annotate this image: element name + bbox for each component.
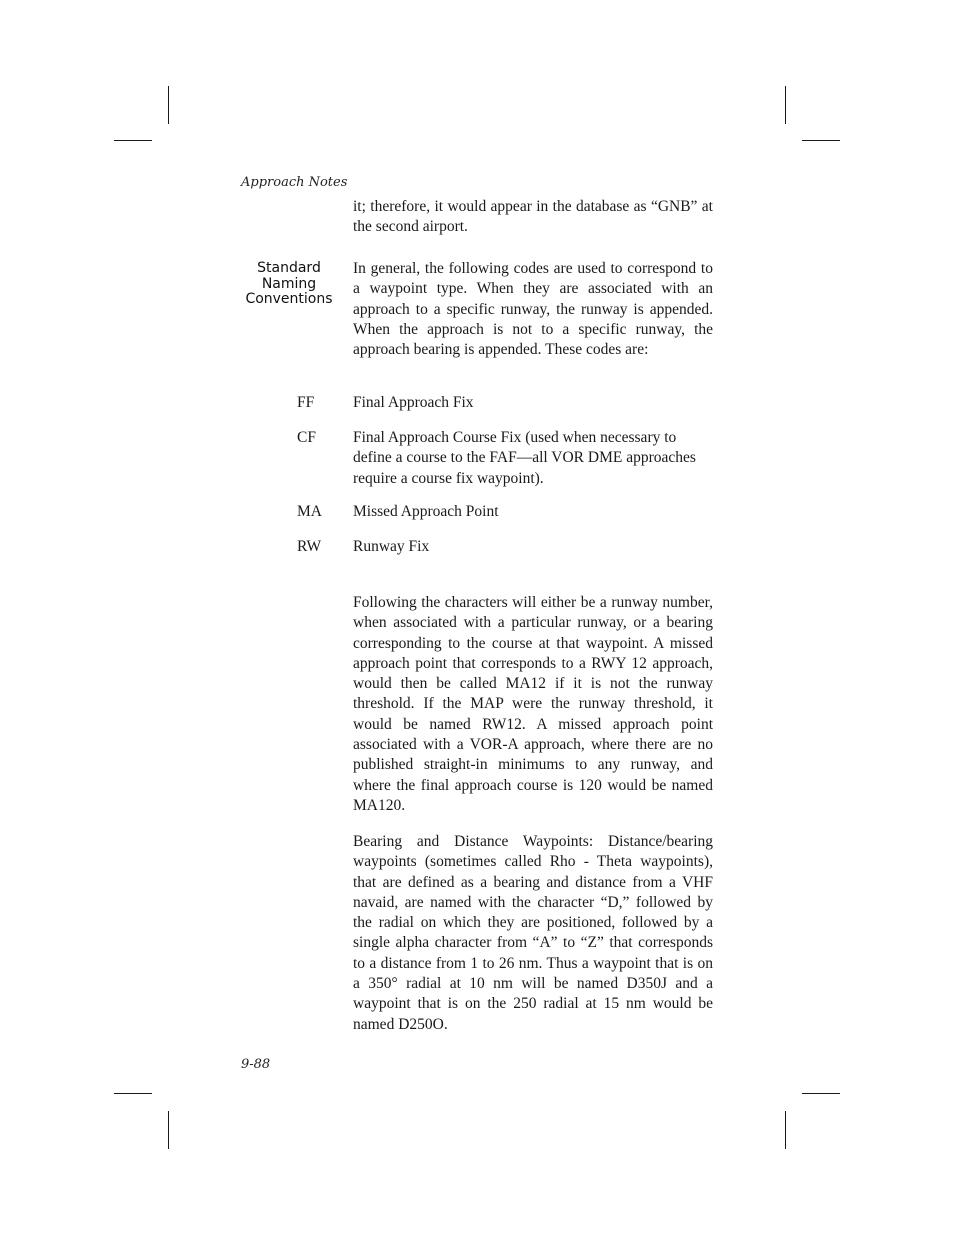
crop-mark-bottom-left-horizontal [114, 1093, 152, 1094]
code-label: MA [297, 503, 322, 520]
bearing-distance-paragraph: Bearing and Distance Waypoints: Distance/bearing waypoints (sometimes called Rho - Theta waypoints), that are defined as a bearing and distance from a VHF navaid, are named with the character “D,” followed by the radial on which they are positioned, followed by a single alpha character from “A” to “Z” that corresponds to a distance from 1 to 26 nm. Thus a waypoint that is on a 350° radial at 10 nm will be named D350J and a waypoint that is on the 250 radial at 15 nm would be named D250O. [353, 833, 713, 1033]
code-description: Missed Approach Point [353, 503, 499, 520]
running-head: Approach Notes [241, 175, 348, 190]
code-label: RW [297, 538, 322, 555]
following-characters-paragraph: Following the characters will either be a runway number, when associated with a particular runway, or a bearing corresponding to the course at that waypoint. A missed approach point that corresponds to a RWY 12 approach, would then be called MA12 if it is not the runway threshold. If the MAP were the runway threshold, it would be named RW12. A missed approach point associated with a VOR-A approach, where there are no published straight-in minimums to any runway, and where the final approach course is 120 would be named MA120. [353, 594, 713, 814]
section-paragraph: In general, the following codes are used to correspond to a waypoint type. When they are associated with an approach to a specific runway, the runway is appended. When the approach is not to a specific runway, the approach bearing is appended. These codes are: [353, 260, 713, 359]
code-description: Final Approach Course Fix (used when necessary to define a course to the FAF—all VOR DME approaches require a course fix waypoint). [353, 429, 696, 487]
crop-mark-top-right-vertical [785, 86, 786, 124]
crop-mark-top-left-horizontal [114, 140, 152, 141]
crop-mark-top-left-vertical [168, 86, 169, 124]
intro-paragraph: it; therefore, it would appear in the database as “GNB” at the second airport. [353, 198, 713, 236]
code-label: CF [297, 429, 316, 446]
crop-mark-bottom-right-horizontal [802, 1093, 840, 1094]
code-description: Final Approach Fix [353, 394, 474, 411]
code-label: FF [297, 394, 315, 411]
crop-mark-bottom-left-vertical [168, 1111, 169, 1149]
section-heading: Standard Naming Conventions [245, 260, 333, 307]
crop-mark-top-right-horizontal [802, 140, 840, 141]
page-number: 9-88 [241, 1057, 271, 1072]
code-description: Runway Fix [353, 538, 430, 555]
crop-mark-bottom-right-vertical [785, 1111, 786, 1149]
